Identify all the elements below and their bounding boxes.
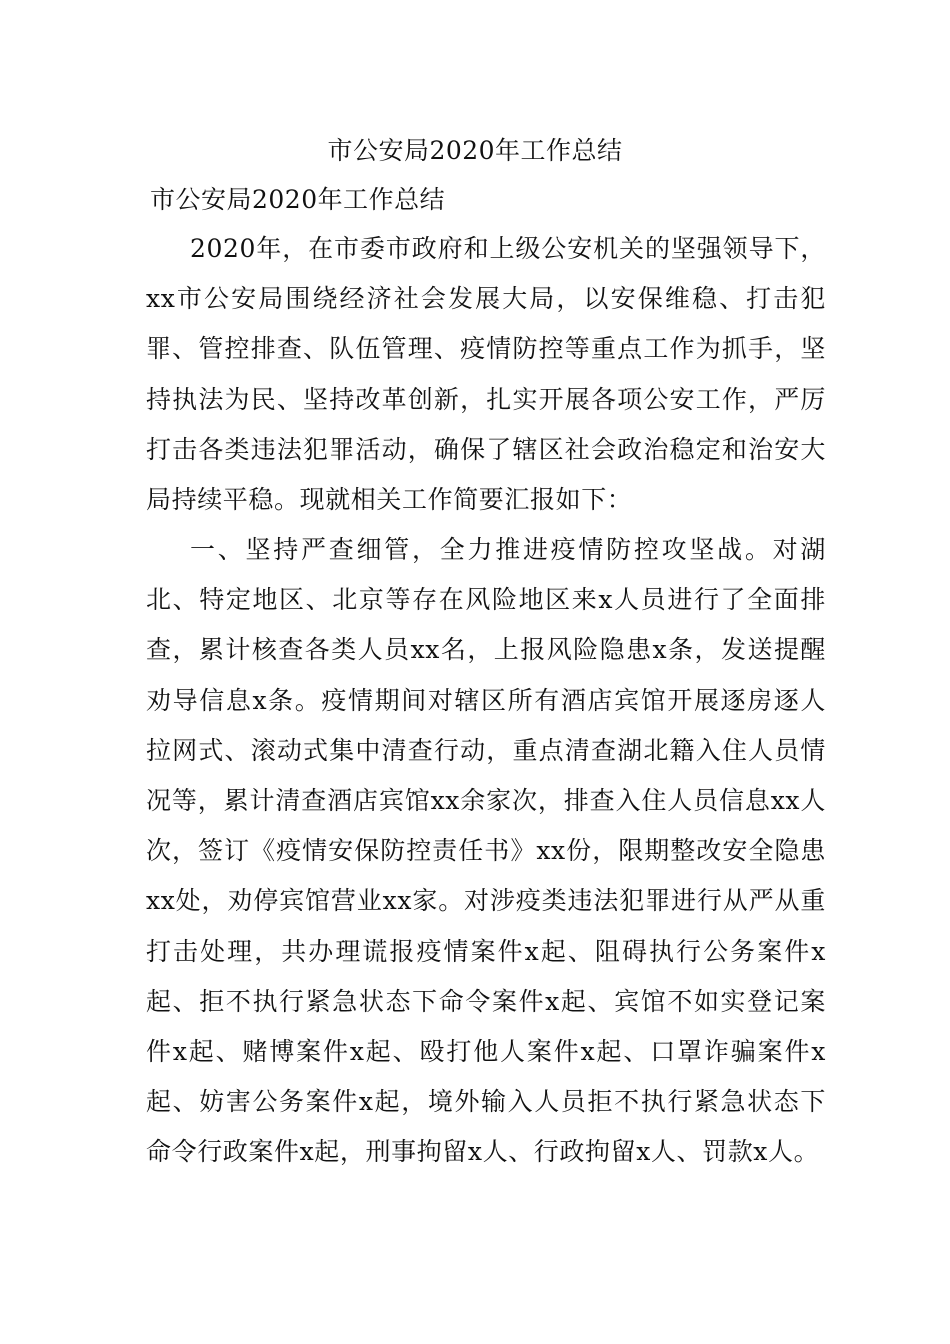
paragraph-epidemic-control: 一、坚持严查细管，全力推进疫情防控攻坚战。对湖北、特定地区、北京等存在风险地区来x人员进行了全面排查，累计核查各类人员xx名，上报风险隐患x条，发送提醒劝导信息x条。疫情期间对辖区所有酒店宾馆开展逐房逐人拉网式、滚动式集中清查行动，重点清查湖北籍入住人员情况等，累计清查酒店宾馆xx余家次，排查入住人员信息xx人次，签订《疫情安保防控责任书》xx份，限期整改安全隐患xx处，劝停宾馆营业xx家。对涉疫类违法犯罪进行从严从重打击处理，共办理谎报疫情案件x起、阻碍执行公务案件x起、拒不执行紧急状态下命令案件x起、宾馆不如实登记案件x起、赌博案件x起、殴打他人案件x起、口罩诈骗案件x起、妨害公务案件x起，境外输入人员拒不执行紧急状态下命令行政案件x起，刑事拘留x人、行政拘留x人、罚款x人。 xyxy=(146,535,826,1167)
document-subtitle: 市公安局2020年工作总结 xyxy=(150,185,446,214)
document-title: 市公安局2020年工作总结 xyxy=(327,136,623,165)
paragraph-intro: 2020年，在市委市政府和上级公安机关的坚强领导下，xx市公安局围绕经济社会发展大局，以安保维稳、打击犯罪、管控排查、队伍管理、疫情防控等重点工作为抓手，坚持执法为民、坚持改革创新，扎实开展各项公安工作，严厉打击各类违法犯罪活动，确保了辖区社会政治稳定和治安大局持续平稳。现就相关工作简要汇报如下： xyxy=(146,234,826,515)
